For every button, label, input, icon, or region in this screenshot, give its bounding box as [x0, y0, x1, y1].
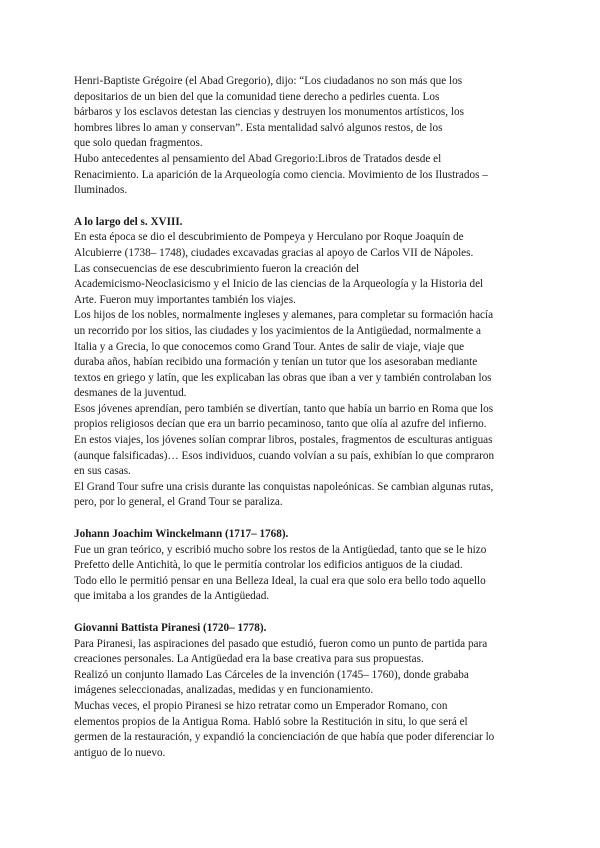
section-piranesi: [74, 621, 530, 761]
text-line: imágenes seleccionadas, analizadas, medidas y en funcionamiento.: [74, 684, 374, 697]
text-line: bárbaros y los esclavos detestan las ciencias y destruyen los monumentos artísticos, los: [74, 106, 464, 119]
text-line: germen de la restauración, y expandió la concienciación de que había que poder diferenciar lo: [74, 731, 495, 744]
text-line: antiguo de lo nuevo.: [74, 746, 166, 759]
section-heading: A lo largo del s. XVIII.: [74, 215, 183, 228]
section-heading: Johann Joachim Winckelmann (1717– 1768).: [74, 528, 289, 541]
text-line: Academicismo-Neoclasicismo y el Inicio de las ciencias de la Arqueología y la Historia del: [74, 278, 484, 291]
text-line: creaciones personales. La Antigüedad era la base creativa para sus propuestas.: [74, 653, 424, 666]
section-heading: Giovanni Battista Piranesi (1720– 1778).: [74, 622, 267, 634]
text-line: propios religiosos decían que era un barrio pecaminoso, tanto que olía al azufre del infierno.: [74, 418, 487, 431]
text-line: En esta época se dio el descubrimiento de Pompeya y Herculano por Roque Joaquín de: [74, 231, 464, 244]
text-line: elementos propios de la Antigua Roma. Habló sobre la Restitución in situ, lo que será el: [74, 715, 468, 728]
text-line: Hubo antecedentes al pensamiento del Abad Gregorio:Libros de Tratados desde el: [74, 152, 442, 165]
text-line: pero, por lo general, el Grand Tour se paraliza.: [74, 496, 283, 509]
text-line: Fue un gran teórico, y escribió mucho sobre los restos de la Antigüedad, tanto que se le hizo: [74, 543, 487, 556]
text-line: en sus casas.: [74, 465, 131, 478]
text-line: Realizó un conjunto llamado Las Cárceles de la invención (1745– 1760), donde grababa: [74, 668, 469, 681]
section-xviii: [74, 215, 530, 511]
text-line: Todo ello le permitió pensar en una Belleza Ideal, la cual era que solo era bello todo aquello: [74, 574, 486, 587]
text-line: Para Piranesi, las aspiraciones del pasado que estudió, fueron como un punto de partida para: [74, 637, 488, 650]
text-line: Prefetto delle Antichità, lo que le permitía controlar los edificios antiguos de la ciudad.: [74, 559, 463, 572]
text-line: depositarios de un bien del que la comunidad tiene derecho a pedirles cuenta. Los: [74, 90, 440, 103]
text-line: un recorrido por los sitios, las ciudades y los yacimientos de la Antigüedad, normalmente a: [74, 324, 482, 337]
text-line: Arte. Fueron muy importantes también los viajes.: [74, 293, 296, 306]
section-winckelmann: [74, 527, 530, 605]
intro-paragraph: [74, 74, 530, 199]
text-line: Italia y a Grecia, lo que conocemos como Grand Tour. Antes de salir de viaje, viaje que: [74, 340, 465, 353]
text-line: textos en griego y latín, que les explicaban las obras que iban a ver y también controlaban los: [74, 371, 492, 384]
text-line: Henri-Baptiste Grégoire (el Abad Gregorio), dijo: “Los ciudadanos no son más que los: [74, 75, 463, 87]
text-line: desmanes de la juventud.: [74, 387, 187, 400]
text-line: que solo quedan fragmentos.: [74, 137, 203, 150]
text-line: Esos jóvenes aprendían, pero también se divertían, tanto que había un barrio en Roma que los: [74, 402, 494, 415]
text-line: El Grand Tour sufre una crisis durante las conquistas napoleónicas. Se cambian algunas rutas,: [74, 480, 494, 493]
text-line: Renacimiento. La aparición de la Arqueología como ciencia. Movimiento de los Ilustrados –: [74, 168, 488, 181]
text-line: que imitaba a los grandes de la Antigüedad.: [74, 590, 270, 603]
text-line: En estos viajes, los jóvenes solían comprar libros, postales, fragmentos de esculturas antiguas: [74, 434, 493, 447]
text-line: Los hijos de los nobles, normalmente ingleses y alemanes, para completar su formación hacía: [74, 309, 494, 322]
text-line: (aunque falsificadas)… Esos individuos, cuando volvían a su país, exhibían lo que compraron: [74, 449, 495, 462]
text-line: hombres libres lo aman y conservan”. Esta mentalidad salvó algunos restos, de los: [74, 121, 443, 134]
text-line: Las consecuencias de ese descubrimiento fueron la creación del: [74, 262, 360, 275]
text-line: Alcubierre (1738– 1748), ciudades excavadas gracias al apoyo de Carlos VII de Nápoles.: [74, 246, 474, 259]
text-line: duraba años, habían recibido una formación y tenían un tutor que los asesoraban mediante: [74, 356, 478, 369]
text-line: Iluminados.: [74, 184, 128, 197]
text-line: Muchas veces, el propio Piranesi se hizo retratar como un Emperador Romano, con: [74, 699, 448, 712]
